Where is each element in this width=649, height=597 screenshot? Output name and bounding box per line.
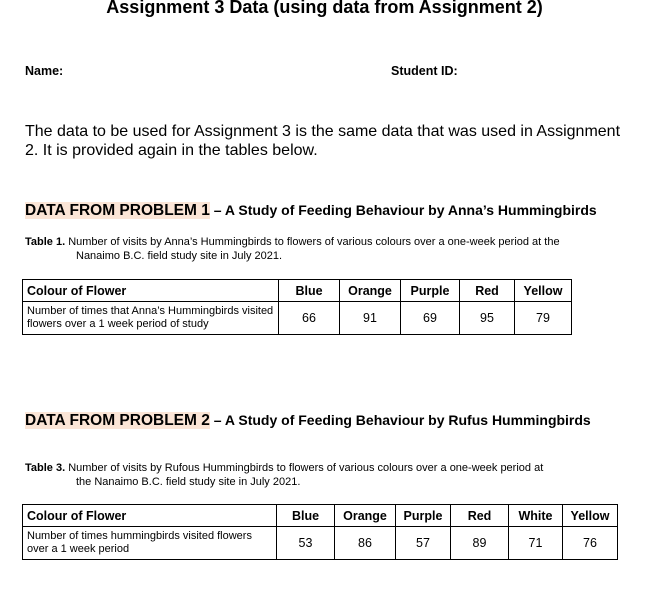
table-row xyxy=(23,302,572,335)
table1-header-cell: Blue xyxy=(279,280,340,302)
name-label: Name: xyxy=(25,64,64,78)
table3-header-cell: White xyxy=(509,505,563,527)
table1-row-label: Number of times that Anna’s Hummingbirds visited flowers over a 1 week period of study xyxy=(23,302,279,335)
table-row xyxy=(23,527,618,560)
problem2-heading-rest: – A Study of Feeding Behaviour by Rufus Hummingbirds xyxy=(209,412,591,428)
table3-cell: 71 xyxy=(509,527,563,560)
table1-cell: 95 xyxy=(460,302,515,335)
table3-caption xyxy=(25,461,637,489)
table1-header-row xyxy=(23,280,572,302)
table3-caption-cont: the Nanaimo B.C. field study site in July 2021. xyxy=(76,476,301,488)
table3-header-cell: Red xyxy=(451,505,509,527)
table3 xyxy=(22,504,618,560)
table1-header-cell: Purple xyxy=(401,280,460,302)
table3-cell: 86 xyxy=(335,527,396,560)
table3-caption-label: Table 3. xyxy=(25,462,66,474)
table3-header-cell: Blue xyxy=(277,505,335,527)
table1-header-cell: Orange xyxy=(340,280,401,302)
table1 xyxy=(22,279,572,335)
intro-paragraph: The data to be used for Assignment 3 is the same data that was used in Assignment 2. It is provided again in the tables below. xyxy=(25,123,621,159)
table3-cell: 57 xyxy=(396,527,451,560)
table1-caption-label: Table 1. xyxy=(25,236,66,248)
table3-cell: 89 xyxy=(451,527,509,560)
table1-header-cell: Yellow xyxy=(515,280,572,302)
problem2-heading xyxy=(25,412,591,430)
table3-row-label: Number of times hummingbirds visited flowers over a 1 week period xyxy=(23,527,277,560)
table3-header-cell: Yellow xyxy=(563,505,618,527)
table1-cell: 69 xyxy=(401,302,460,335)
student-id-label: Student ID: xyxy=(391,64,458,78)
table1-cell: 79 xyxy=(515,302,572,335)
table3-cell: 53 xyxy=(277,527,335,560)
table3-header-row xyxy=(23,505,618,527)
table1-cell: 66 xyxy=(279,302,340,335)
table3-header-cell: Colour of Flower xyxy=(23,505,277,527)
table1-header-cell: Red xyxy=(460,280,515,302)
table1-header-cell: Colour of Flower xyxy=(23,280,279,302)
table1-caption-text: Number of visits by Anna’s Hummingbirds to flowers of various colours over a one-week period at the xyxy=(65,236,560,248)
table1-cell: 91 xyxy=(340,302,401,335)
table1-caption-cont: Nanaimo B.C. field study site in July 2021. xyxy=(76,250,283,262)
table3-cell: 76 xyxy=(563,527,618,560)
problem1-heading-highlight: DATA FROM PROBLEM 1 xyxy=(25,202,210,219)
problem1-heading xyxy=(25,202,597,220)
problem1-heading-rest: – A Study of Feeding Behaviour by Anna’s Hummingbirds xyxy=(209,202,597,218)
table3-header-cell: Orange xyxy=(335,505,396,527)
table3-caption-text: Number of visits by Rufous Hummingbirds to flowers of various colours over a one-week period at xyxy=(65,462,544,474)
table3-header-cell: Purple xyxy=(396,505,451,527)
problem2-heading-highlight: DATA FROM PROBLEM 2 xyxy=(25,412,210,429)
table1-caption xyxy=(25,235,637,263)
document-title: Assignment 3 Data (using data from Assignment 2) xyxy=(106,0,543,17)
